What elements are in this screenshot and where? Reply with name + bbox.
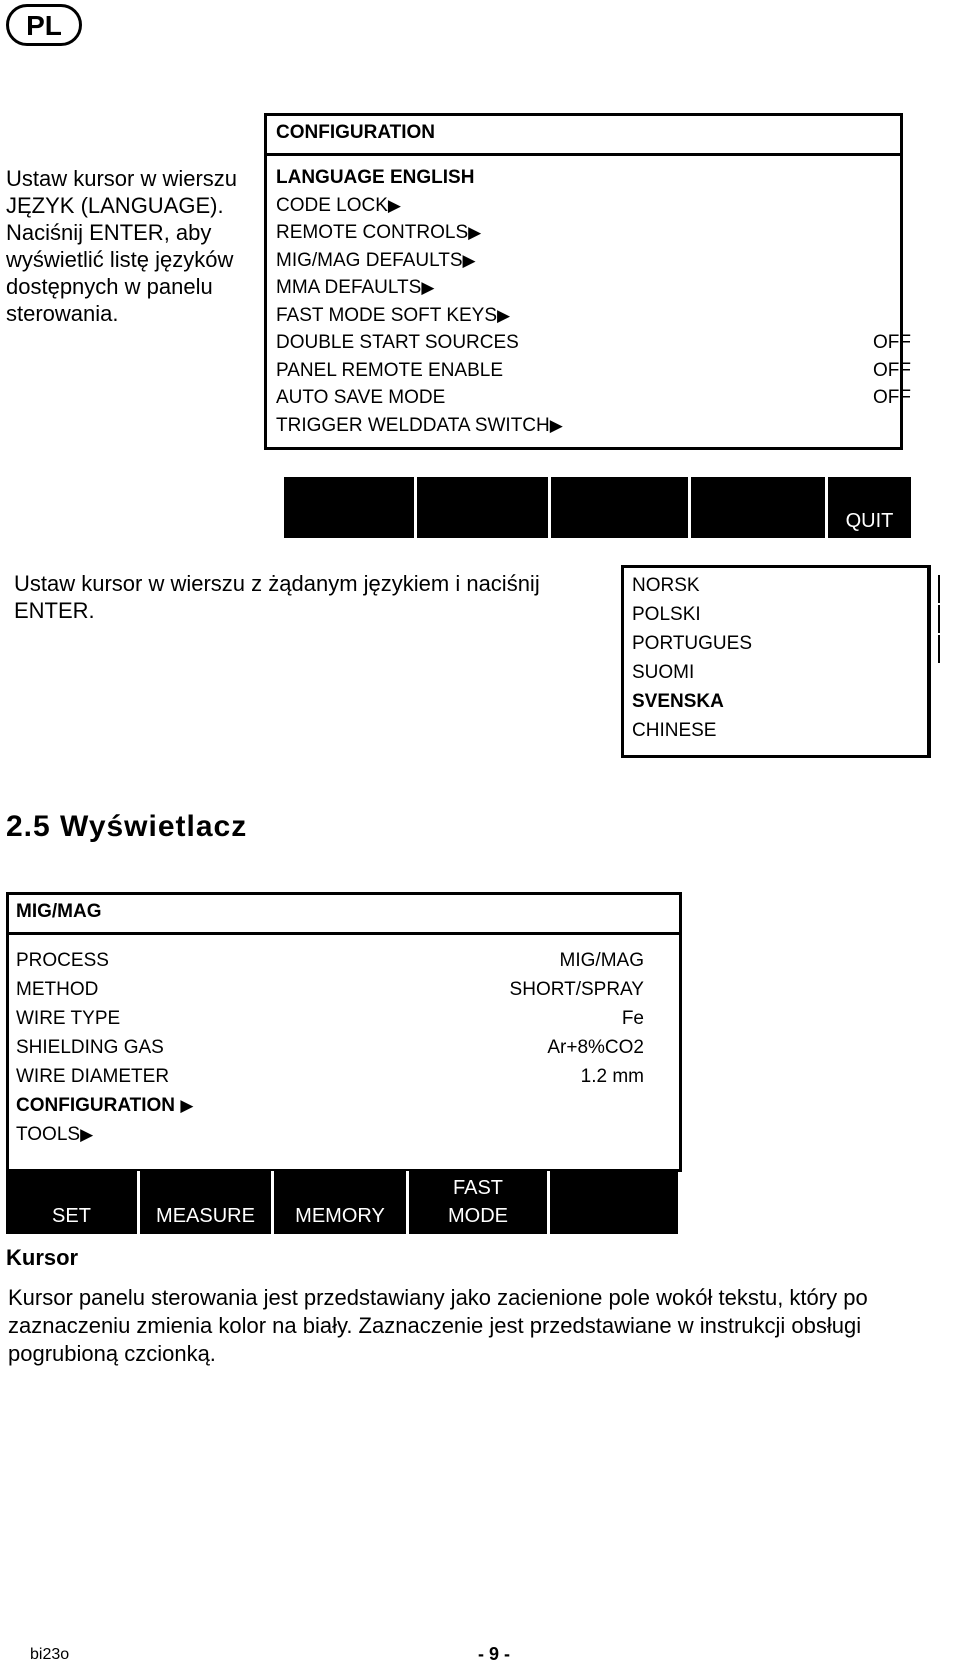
triangle-right-icon: ▶ <box>497 306 511 325</box>
instruction-line: Ustaw kursor w wierszu z żądanym językiem i naciśnij <box>14 571 540 596</box>
language-item-svenska[interactable]: SVENSKA <box>632 691 724 712</box>
row-label: FAST MODE SOFT KEYS <box>276 305 498 326</box>
row-label: WIRE DIAMETER <box>16 1066 170 1087</box>
set-softkey[interactable] <box>6 1177 137 1228</box>
mig-row-configuration[interactable] <box>16 1095 193 1117</box>
language-item-polski[interactable]: POLSKI <box>632 604 701 625</box>
fast-mode-softkey[interactable] <box>409 1177 547 1228</box>
softkey-line2: MODE <box>448 1205 508 1227</box>
row-label: CONFIGURATION <box>16 1095 176 1116</box>
row-label: WIRE TYPE <box>16 1008 121 1029</box>
softkey-divider <box>547 1171 550 1234</box>
row-label: PANEL REMOTE ENABLE <box>276 360 504 381</box>
row-label: SHIELDING GAS <box>16 1037 164 1058</box>
config-panel-title: CONFIGURATION <box>276 122 436 143</box>
language-badge: PL <box>6 4 82 46</box>
config-row-panel-remote-enable[interactable] <box>276 360 503 382</box>
memory-softkey[interactable] <box>274 1177 406 1228</box>
mig-row-wire-type[interactable] <box>16 1008 120 1030</box>
config-value-panel-remote-enable: OFF <box>873 360 911 381</box>
page-number: - 9 - <box>478 1644 511 1664</box>
document-code: bi23o <box>30 1646 70 1663</box>
cursor-description <box>8 1284 868 1368</box>
config-row-mig-mag-defaults[interactable] <box>276 250 476 272</box>
paragraph-line: pogrubioną czcionką. <box>8 1341 216 1366</box>
triangle-right-icon: ▶ <box>421 278 435 297</box>
scrollbar-marker <box>938 605 940 633</box>
instruction-line: Ustaw kursor w wierszu <box>6 166 238 191</box>
section-heading: 2.5 Wyświetlacz <box>6 810 248 843</box>
config-value-auto-save-mode: OFF <box>873 387 911 408</box>
instruction-line: wyświetlić listę języków <box>6 247 234 272</box>
language-list-scrollbar-track <box>927 565 931 758</box>
config-value-double-start-sources: OFF <box>873 332 911 353</box>
triangle-right-icon: ▶ <box>80 1125 94 1144</box>
softkey-divider <box>414 477 417 538</box>
instruction-line: ENTER. <box>14 598 95 623</box>
row-label: MIG/MAG DEFAULTS <box>276 250 463 271</box>
mig-mag-title-divider <box>6 932 682 935</box>
mig-value-method: SHORT/SPRAY <box>509 979 644 1000</box>
config-instruction <box>6 165 237 327</box>
cursor-heading: Kursor <box>6 1245 79 1270</box>
softkey-line1: FAST <box>452 1177 503 1199</box>
instruction-line: sterowania. <box>6 301 119 326</box>
config-row-double-start-sources[interactable] <box>276 332 519 354</box>
measure-softkey[interactable] <box>140 1177 271 1228</box>
scrollbar-marker <box>938 635 940 663</box>
row-label: METHOD <box>16 979 99 1000</box>
mig-value-wire-diameter: 1.2 mm <box>580 1066 644 1087</box>
row-label: TRIGGER WELDDATA SWITCH <box>276 415 550 436</box>
triangle-right-icon: ▶ <box>180 1096 194 1115</box>
row-label: LANGUAGE ENGLISH <box>276 167 475 188</box>
config-row-code-lock[interactable] <box>276 195 401 217</box>
instruction-line: JĘZYK (LANGUAGE). <box>6 193 224 218</box>
triangle-right-icon: ▶ <box>387 196 401 215</box>
softkey-divider <box>548 477 551 538</box>
row-label: AUTO SAVE MODE <box>276 387 446 408</box>
softkey-line2: MEASURE <box>156 1205 255 1227</box>
row-label: PROCESS <box>16 950 109 971</box>
config-softkey-bar <box>284 477 911 538</box>
softkey-line1 <box>6 1177 137 1205</box>
row-label: CODE LOCK <box>276 195 388 216</box>
row-label: MMA DEFAULTS <box>276 277 422 298</box>
mig-value-shielding-gas: Ar+8%CO2 <box>547 1037 644 1058</box>
language-instruction <box>14 570 540 624</box>
config-panel-title-divider <box>264 153 903 156</box>
row-label: DOUBLE START SOURCES <box>276 332 519 353</box>
row-label: REMOTE CONTROLS <box>276 222 469 243</box>
row-label: TOOLS <box>16 1124 81 1145</box>
language-item-chinese[interactable]: CHINESE <box>632 720 717 741</box>
mig-row-method[interactable] <box>16 979 98 1001</box>
softkey-line1 <box>140 1177 271 1205</box>
language-item-norsk[interactable]: NORSK <box>632 575 700 596</box>
mig-row-tools[interactable] <box>16 1124 93 1146</box>
instruction-line: Naciśnij ENTER, aby <box>6 220 212 245</box>
config-row-trigger-welddata-switch[interactable] <box>276 415 563 437</box>
config-row-remote-controls[interactable] <box>276 222 481 244</box>
config-row-mma-defaults[interactable] <box>276 277 434 299</box>
config-row-auto-save-mode[interactable] <box>276 387 445 409</box>
mig-row-wire-diameter[interactable] <box>16 1066 169 1088</box>
softkey-divider <box>688 477 691 538</box>
quit-softkey[interactable]: QUIT <box>845 510 894 532</box>
config-row-language[interactable] <box>276 167 474 189</box>
paragraph-line: zaznaczeniu zmienia kolor na biały. Zaznaczenie jest przedstawiane w instrukcji obsługi <box>8 1313 862 1338</box>
scrollbar-marker <box>938 575 940 603</box>
config-row-fast-mode-soft-keys[interactable] <box>276 305 510 327</box>
mig-mag-panel-title: MIG/MAG <box>16 901 102 922</box>
mig-value-wire-type: Fe <box>621 1008 644 1029</box>
triangle-right-icon: ▶ <box>549 416 563 435</box>
softkey-line1 <box>274 1177 406 1205</box>
mig-value-process: MIG/MAG <box>559 950 644 971</box>
instruction-line: dostępnych w panelu <box>6 274 213 299</box>
mig-row-shielding-gas[interactable] <box>16 1037 164 1059</box>
softkey-line2: SET <box>52 1205 91 1227</box>
softkey-line2: MEMORY <box>295 1205 385 1227</box>
paragraph-line: Kursor panelu sterowania jest przedstawiany jako zacienione pole wokół tekstu, który po <box>8 1285 868 1310</box>
triangle-right-icon: ▶ <box>468 223 482 242</box>
triangle-right-icon: ▶ <box>462 251 476 270</box>
mig-row-process[interactable] <box>16 950 109 972</box>
language-item-suomi[interactable]: SUOMI <box>632 662 695 683</box>
language-item-portugues[interactable]: PORTUGUES <box>632 633 753 654</box>
